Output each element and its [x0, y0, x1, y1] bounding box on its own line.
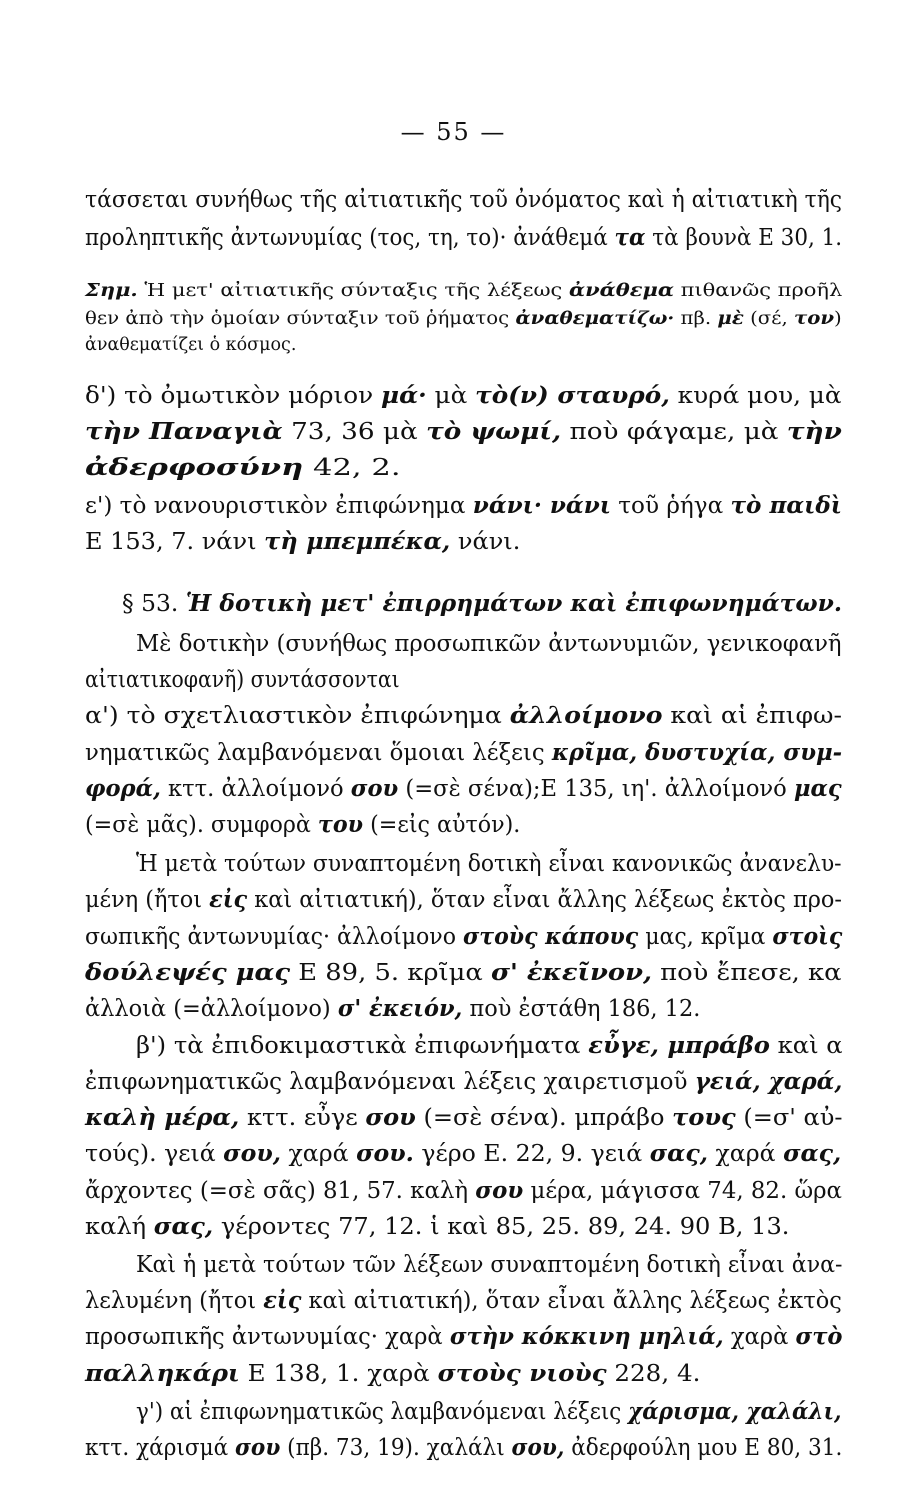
text-run: καὶ αἰτιατική), ὅταν εἶναι ἄλλης λέξεως ἐκτὸς [301, 1286, 842, 1314]
emphasis-run: παλληκάρι [85, 1359, 240, 1387]
text-run: ) [834, 309, 842, 329]
emphasis-run: τὴν Παναγιὰ [85, 417, 283, 445]
text-line [85, 381, 842, 409]
text-run: Ἡ μετ' αἰτιατικῆς σύνταξις τῆς λέξεως [137, 281, 569, 301]
emphasis-run: σου, [223, 1139, 281, 1167]
emphasis-run: γειά, χαρά, [694, 1067, 843, 1095]
text-run: θεν ἀπὸ τὴν ὁμοίαν σύνταξιν τοῦ ῥήματος [85, 309, 516, 329]
emphasis-run: τὸ παιδὶ [730, 491, 842, 519]
text-run: (σέ, [743, 309, 794, 329]
text-run: κττ. εὖγε [239, 1103, 366, 1131]
emphasis-run: εἰς [263, 1286, 302, 1314]
emphasis-run: τα [614, 223, 646, 251]
text-run: ἀδερφούλη μου Ε 80, 31. [564, 1433, 843, 1461]
emphasis-run: τὸ ψωμί, [426, 417, 562, 445]
emphasis-run: ἀνάθεμα [568, 281, 674, 301]
text-run: τούς). γειά [85, 1139, 224, 1167]
text-run: τὰ βουνὰ Ε 30, 1. [645, 223, 843, 251]
text-line [85, 1139, 842, 1167]
text-line [136, 629, 842, 657]
text-run: (=σὲ μᾶς). συμφορὰ [85, 810, 318, 838]
emphasis-run: σου. [356, 1139, 414, 1167]
text-run: χαρά [280, 1139, 357, 1167]
text-run: Μὲ δοτικὴν (συνήθως προσωπικῶν ἀντωνυμιῶν, γενικοφανῆ [136, 629, 842, 657]
emphasis-run: κρῖμα, δυστυχία, συμ- [551, 738, 843, 766]
text-line [85, 223, 843, 251]
text-line [85, 491, 842, 519]
text-run: τάσσεται συνήθως τῆς αἰτιατικῆς τοῦ ὀνόματος καὶ ἡ αἰτιατικὴ τῆς [85, 185, 843, 213]
text-line [85, 994, 701, 1022]
text-run: γέροντες 77, 12. ἱ καὶ 85, 25. 89, 24. 90 Β, 13. [213, 1212, 790, 1240]
text-line [85, 774, 842, 802]
text-line [85, 1322, 843, 1350]
text-line [85, 1103, 843, 1131]
text-run: καὶ α [769, 1031, 843, 1059]
text-run: 42, 2. [303, 453, 401, 481]
emphasis-run: χάρισμα, χαλάλι, [628, 1397, 842, 1425]
text-run: Καὶ ἡ μετὰ τούτων τῶν λέξεων συναπτομένη δοτικὴ εἶναι ἀνα- [136, 1250, 843, 1278]
text-run: αἰτιατικοφανῆ) συντάσσονται [85, 665, 400, 693]
emphasis-run: μας [793, 774, 842, 802]
text-run: νηματικῶς λαμβανόμεναι ὅμοιαι λέξεις [85, 738, 552, 766]
text-line [136, 1250, 843, 1278]
text-run: μὰ [426, 381, 476, 409]
text-line [85, 1067, 843, 1095]
text-run: β') τὰ ἐπιδοκιμαστικὰ ἐπιφωνήματα [136, 1031, 589, 1059]
text-run: λελυμένη (ἤτοι [85, 1286, 264, 1314]
emphasis-run: σας, [153, 1212, 214, 1240]
text-run: μας, κρῖμα [638, 922, 773, 950]
emphasis-run: του [317, 810, 364, 838]
text-run: σωπικῆς ἀντωνυμίας· ἀλλοίμονο [85, 922, 463, 950]
emphasis-run: δούλεψές μας [85, 958, 291, 986]
text-line [136, 1397, 842, 1425]
text-run: κυρά μου, μὰ [669, 381, 842, 409]
emphasis-run: νάνι· νάνι [472, 491, 611, 519]
text-line [85, 417, 842, 445]
text-line [85, 311, 842, 329]
text-run: 73, 36 μὰ [282, 417, 427, 445]
text-run: γ') αἱ ἐπιφωνηματικῶς λαμβανόμεναι λέξεις [136, 1397, 629, 1425]
emphasis-run: ἀδερφοσύνη [85, 453, 304, 481]
text-run: καὶ αἰτιατική), ὅταν εἶναι ἄλλης λέξεως ἐκτὸς προ- [247, 885, 842, 913]
text-line [85, 885, 842, 913]
text-run: (=σὲ σένα). μπράβο [415, 1103, 673, 1131]
emphasis-run: σου [365, 1103, 416, 1131]
text-run: 228, 4. [606, 1359, 701, 1387]
emphasis-run: στοὺς νιοὺς [437, 1359, 607, 1387]
text-run: ποὺ φάγαμε, μὰ [561, 417, 787, 445]
emphasis-run: τὴ μπεμπέκα, [264, 527, 451, 555]
emphasis-run: φορά, [85, 774, 161, 802]
text-run: ποὺ ἐστάθη 186, 12. [462, 994, 701, 1022]
text-line [85, 922, 843, 950]
text-run: Ἡ μετὰ τούτων συναπτομένη δοτικὴ εἶναι κανονικῶς ἀνανελυ- [136, 849, 842, 877]
emphasis-run: τὸ(ν) σταυρό, [475, 381, 670, 409]
text-line [85, 527, 521, 555]
emphasis-run: στὴν κόκκινη μηλιά, [449, 1322, 724, 1350]
emphasis-run: μὲ [717, 309, 744, 329]
emphasis-run: σου, [511, 1433, 565, 1461]
emphasis-run: σας, [783, 1139, 842, 1167]
text-run: προσωπικῆς ἀντωνυμίας· χαρὰ [85, 1322, 450, 1350]
emphasis-run: τον [793, 309, 835, 329]
text-line [85, 283, 842, 301]
emphasis-run: τους [672, 1103, 736, 1131]
emphasis-run: καλὴ μέρα, [85, 1103, 240, 1131]
text-line [85, 1176, 842, 1204]
text-line [136, 849, 842, 877]
text-run: χαρὰ [723, 1322, 796, 1350]
text-run: κττ. χάρισμά [85, 1433, 236, 1461]
text-run: ἀλλοιὰ (=ἀλλοίμονο) [85, 994, 338, 1022]
text-run: δ') τὸ ὀμωτικὸν μόριον [85, 381, 381, 409]
text-line [136, 1031, 843, 1059]
text-run: ποὺ ἔπεσε, κα [651, 958, 842, 986]
emphasis-run: ἀναθεματίζω· [515, 309, 675, 329]
emphasis-run: σου [235, 1433, 281, 1461]
text-run: νάνι. [450, 527, 521, 555]
text-line [85, 958, 842, 986]
text-run: μέρα, μάγισσα 74, 82. ὥρα [523, 1176, 842, 1204]
text-line [85, 1286, 842, 1314]
text-line [85, 185, 843, 213]
text-run: γέρο Ε. 22, 9. γειά [413, 1139, 650, 1167]
text-run: πιθανῶς προῆλ [673, 281, 843, 301]
emphasis-run: Ἡ δοτικὴ μετ' ἐπιρρημάτων καὶ ἐπιφωνημάτων. [185, 589, 842, 617]
page-number: — 55 — [400, 118, 507, 146]
text-run: (πβ. 73, 19). χαλάλι [280, 1433, 512, 1461]
text-line [85, 1359, 701, 1387]
text-line [85, 738, 843, 766]
text-run: ε') τὸ νανουριστικὸν ἐπιφώνημα [85, 491, 473, 519]
text-run: προληπτικῆς ἀντωνυμίας (τος, τη, το)· ἀνάθεμά [85, 223, 615, 251]
text-run: Ε 89, 5. κρῖμα [290, 958, 491, 986]
text-run: α') τὸ σχετλιαστικὸν ἐπιφώνημα [85, 701, 510, 729]
text-run: ἄρχοντες (=σὲ σᾶς) 81, 57. καλὴ [85, 1176, 476, 1204]
text-line [85, 665, 400, 693]
text-run: (=σὲ σένα);Ε 135, ιη'. ἀλλοίμονό [398, 774, 794, 802]
text-line [85, 1212, 790, 1240]
emphasis-run: εἰς [209, 885, 248, 913]
text-line [85, 810, 521, 838]
emphasis-run: Σημ. [85, 281, 138, 301]
text-line [85, 701, 842, 729]
emphasis-run: μά· [380, 381, 427, 409]
text-line [85, 453, 401, 481]
text-run: (=σ' αὐ- [735, 1103, 843, 1131]
emphasis-run: στὸ [795, 1322, 843, 1350]
text-run: Ε 138, 1. χαρὰ [239, 1359, 438, 1387]
text-line [85, 337, 296, 355]
text-run: πβ. [674, 309, 718, 329]
emphasis-run: τὴν [786, 417, 842, 445]
text-run: μένη (ἤτοι [85, 885, 210, 913]
text-line [85, 1433, 843, 1461]
emphasis-run: στοὺς κάπους [462, 922, 639, 950]
text-run: Ε 153, 7. νάνι [85, 527, 265, 555]
emphasis-run: σ' ἐκειόν, [337, 994, 463, 1022]
text-run: ἐπιφωνηματικῶς λαμβανόμεναι λέξεις χαιρετισμοῦ [85, 1067, 695, 1095]
text-run: τοῦ ῥήγα [610, 491, 731, 519]
text-line [122, 589, 842, 617]
text-run: (=εἰς αὐτόν). [363, 810, 521, 838]
emphasis-run: εὖγε, μπράβο [588, 1031, 770, 1059]
text-run: § 53. [122, 589, 186, 617]
text-run: ἀναθεματίζει ὁ κόσμος. [85, 335, 297, 355]
text-run: καὶ αἱ ἐπιφω- [662, 701, 842, 729]
emphasis-run: σου [350, 774, 399, 802]
emphasis-run: ἀλλοίμονο [509, 701, 663, 729]
emphasis-run: σ' ἐκεῖνον, [490, 958, 652, 986]
text-run: κττ. ἀλλοίμονό [160, 774, 351, 802]
emphasis-run: στοὶς [772, 922, 843, 950]
text-run: χαρά [707, 1139, 784, 1167]
text-run: καλή [85, 1212, 154, 1240]
emphasis-run: σας, [649, 1139, 708, 1167]
emphasis-run: σου [475, 1176, 524, 1204]
